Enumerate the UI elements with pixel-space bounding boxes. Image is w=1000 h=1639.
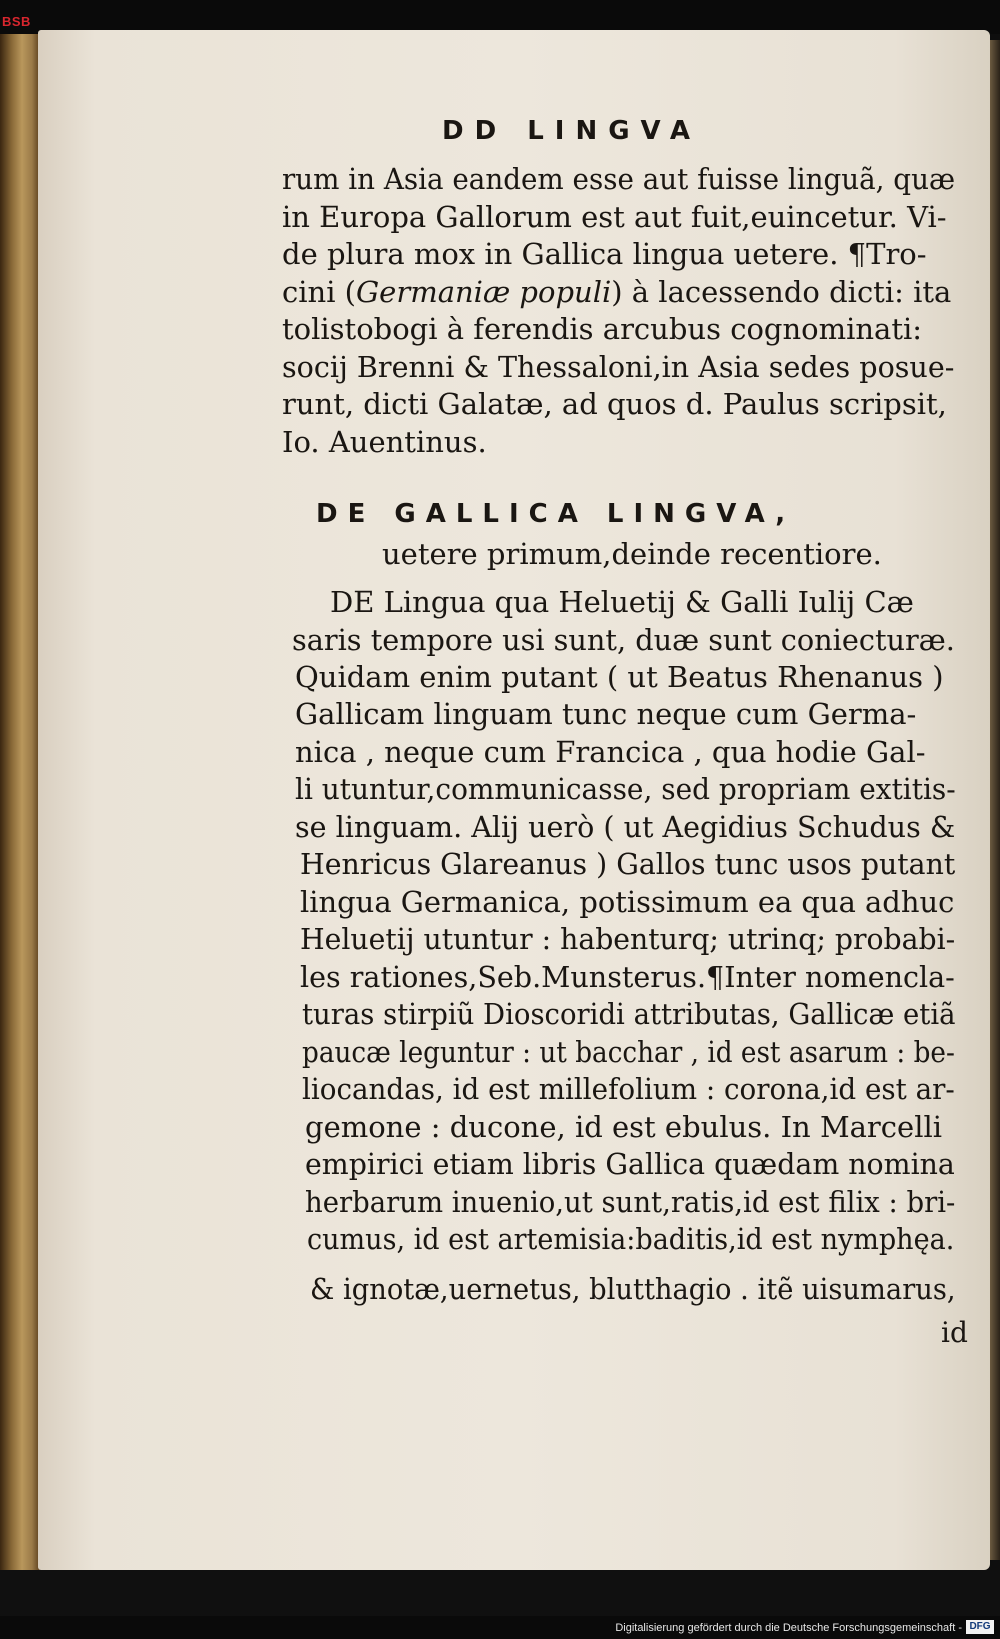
text-line: in Europa Gallorum est aut fuit,euincetur. Vi-	[282, 200, 947, 234]
section-subheading: uetere primum,deinde recentiore.	[382, 537, 882, 571]
dfg-logo: DFG	[966, 1620, 994, 1634]
text-line: Gallicam linguam tunc neque cum Germa-	[295, 697, 917, 731]
text-line: herbarum inuenio,ut sunt,ratis,id est filix : bri-	[305, 1185, 956, 1219]
top-bar	[0, 0, 1000, 34]
text-line: empirici etiam libris Gallica quædam nomina	[305, 1147, 955, 1181]
bsb-logo: BSB	[2, 14, 31, 29]
running-head: DD LINGVA	[442, 116, 702, 146]
funding-credit: Digitalisierung gefördert durch die Deutsche Forschungsgemeinschaft -	[615, 1622, 962, 1634]
text-line: & ignotæ,uernetus, blutthagio . itẽ uisumarus,	[310, 1272, 956, 1306]
section-heading: DE GALLICA LINGVA,	[316, 499, 796, 529]
text-line	[282, 275, 951, 309]
text-line: DE Lingua qua Heluetij & Galli Iulij Cæ	[330, 585, 914, 619]
catchword: id	[941, 1316, 968, 1349]
text-line: socij Brenni & Thessaloni,in Asia sedes posue-	[282, 350, 955, 384]
text-line: Quidam enim putant ( ut Beatus Rhenanus )	[295, 660, 944, 694]
text-line: tolistobogi à ferendis arcubus cognominati:	[282, 312, 923, 346]
text-line: de plura mox in Gallica lingua uetere. ¶Tro-	[282, 237, 927, 271]
book-spine	[0, 34, 40, 1584]
page-edge	[990, 40, 1000, 1560]
text-fragment: ) à lacessendo dicti: ita	[611, 275, 952, 309]
text-line: saris tempore usi sunt, duæ sunt coniecturæ.	[292, 623, 955, 657]
text-line: liocandas, id est millefolium : corona,id est ar-	[302, 1072, 955, 1106]
text-line: li utuntur,communicasse, sed propriam extitis-	[295, 772, 956, 806]
italic-gloss: Germaniæ populi	[356, 275, 612, 309]
text-line: gemone : ducone, id est ebulus. In Marcelli	[305, 1110, 943, 1144]
text-line: Heluetij utuntur : habenturq; utrinq; probabi-	[300, 922, 956, 956]
text-fragment: cini (	[282, 275, 357, 309]
text-line: se linguam. Alij uerò ( ut Aegidius Schudus &	[295, 810, 956, 844]
text-line: paucæ leguntur : ut bacchar , id est asarum : be-	[302, 1035, 955, 1069]
text-line: lingua Germanica, potissimum ea qua adhuc	[300, 885, 955, 919]
text-line: nica , neque cum Francica , qua hodie Gal-	[295, 735, 926, 769]
text-line: Io. Auentinus.	[282, 425, 487, 459]
text-line: turas stirpiũ Dioscoridi attributas, Gallicæ etiã	[302, 997, 956, 1031]
text-line: cumus, id est artemisia:baditis,id est nymphęa.	[307, 1222, 955, 1256]
text-line: les rationes,Seb.Munsterus.¶Inter nomencla-	[300, 960, 955, 994]
text-line: rum in Asia eandem esse aut fuisse linguã, quæ	[282, 162, 956, 196]
text-line: Henricus Glareanus ) Gallos tunc usos putant	[300, 847, 956, 881]
text-line: runt, dicti Galatæ, ad quos d. Paulus scripsit,	[282, 387, 947, 421]
bottom-band	[0, 1570, 1000, 1616]
